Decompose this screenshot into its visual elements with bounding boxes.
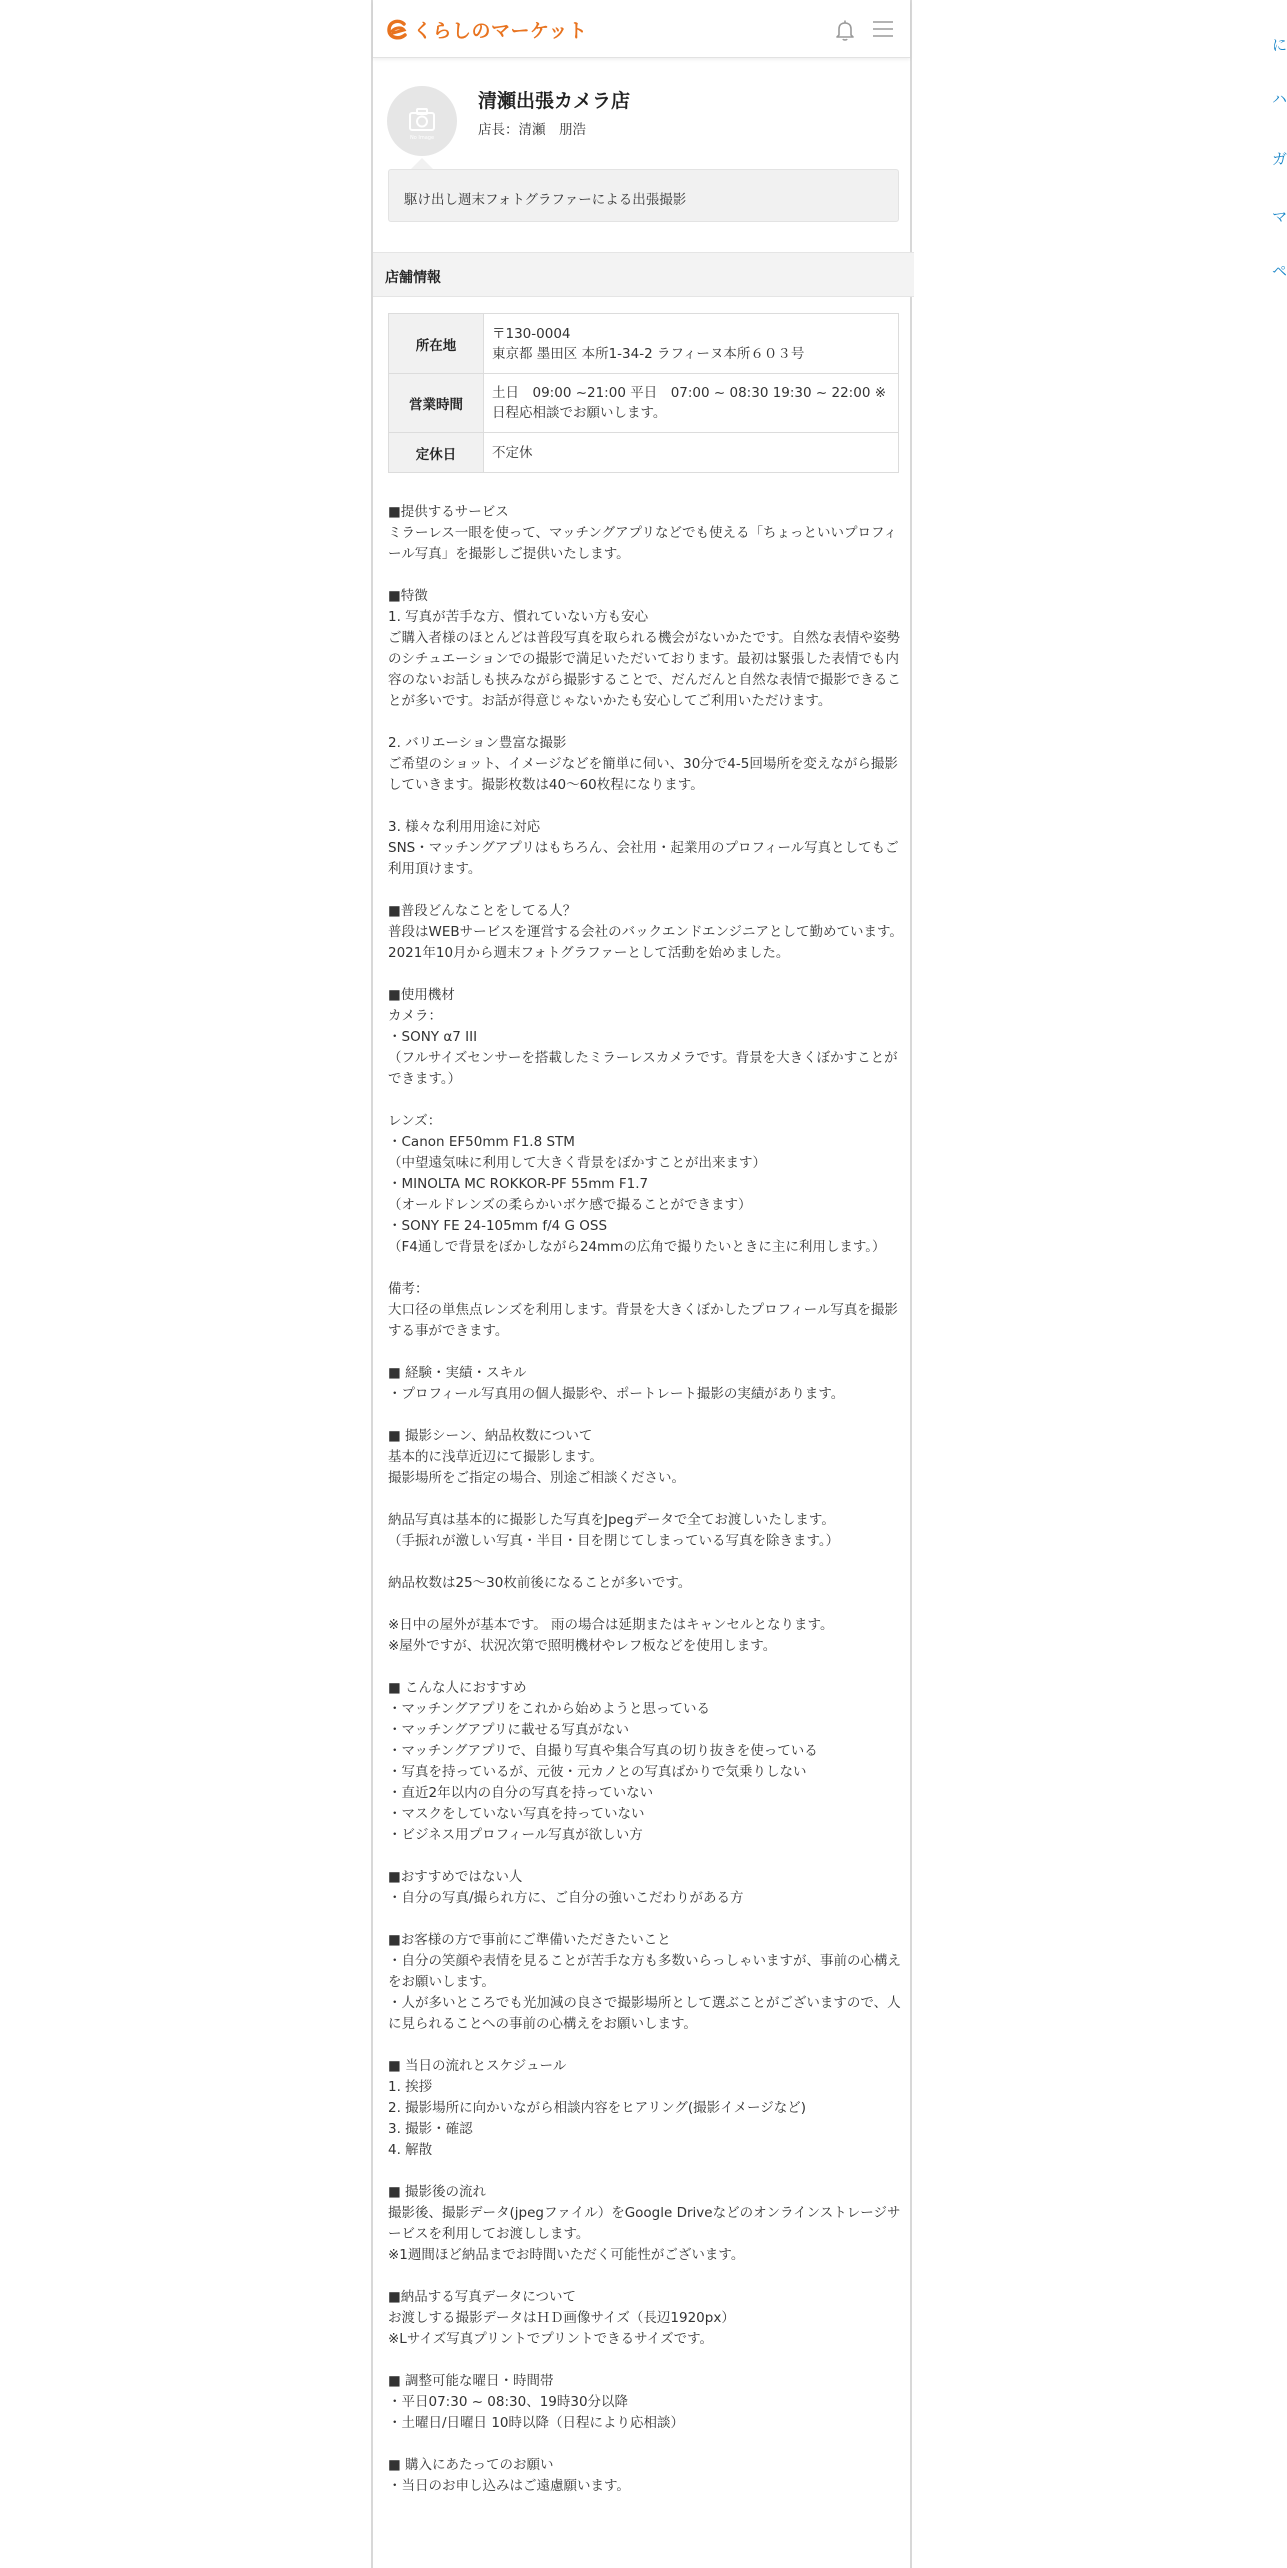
description-line: ・自分の写真/撮られ方に、ご自分の強いこだわりがある方 [388, 1890, 744, 1906]
description-line: 1. 写真が苦手な方、慣れていない方も安心 [388, 609, 649, 625]
description-line: 3. 様々な利用用途に対応 [388, 819, 541, 835]
description-line: 撮影後、撮影データ(jpegファイル）をGoogle Driveなどのオンラインストレージサービスを利用してお渡しします。 [388, 2205, 901, 2242]
paragraph-gap [388, 964, 903, 985]
description-line: ■ 購入にあたってのお願い [388, 2457, 554, 2473]
description-line: ※日中の屋外が基本です。 雨の場合は延期またはキャンセルとなります。 [388, 1617, 834, 1633]
description-line: （手振れが激しい写真・半目・目を閉じてしまっている写真を除きます。） [388, 1533, 840, 1549]
page-viewport [371, 0, 912, 2568]
description-line: ・SONY FE 24-105mm f/4 G OSS [388, 1218, 608, 1234]
description-line: ■提供するサービス [388, 504, 509, 520]
description-line: ・人が多いところでも光加減の良さで撮影場所として選ぶことがございますので、人に見られることへの事前の心構えをお願いします。 [388, 1995, 901, 2032]
description-line: ※屋外ですが、状況次第で照明機材やレフ板などを使用します。 [388, 1638, 777, 1654]
bell-icon[interactable] [833, 18, 857, 42]
holiday-value: 不定休 [484, 433, 899, 473]
address-label: 所在地 [389, 314, 484, 374]
description-line: （中望遠気味に利用して大きく背景をぼかすことが出来ます） [388, 1155, 766, 1171]
description-line: 2. バリエーション豊富な撮影 [388, 735, 567, 751]
paragraph-gap [388, 2350, 903, 2371]
description-line: （F4通しで背景をぼかしながら24mmの広角で撮りたいときに主に利用します。） [388, 1239, 886, 1255]
paragraph-gap [388, 2035, 903, 2056]
table-row [389, 314, 899, 374]
logo-mark-icon [385, 18, 411, 42]
description-line: 4. 解散 [388, 2142, 433, 2158]
description-line: カメラ： [388, 1008, 442, 1024]
description-line: ■納品する写真データについて [388, 2289, 576, 2305]
edge-link[interactable]: ペ [1272, 262, 1287, 280]
paragraph-gap [388, 565, 903, 586]
paragraph-gap [388, 1657, 903, 1678]
description-line: ■ 経験・実績・スキル [388, 1365, 527, 1381]
description-line: ・土曜日/日曜日 10時以降（日程により応相談） [388, 2415, 685, 2431]
description-line: ご希望のショット、イメージなどを簡単に伺い、30分で4-5回場所を変えながら撮影していきます。撮影枚数は40～60枚程になります。 [388, 756, 898, 793]
description-line: 3. 撮影・確認 [388, 2121, 473, 2137]
description-line: ・当日のお申し込みはご遠慮願います。 [388, 2478, 630, 2494]
description-line: ■普段どんなことをしてる人？ [388, 903, 577, 919]
catch-pointer [411, 158, 433, 169]
paragraph-gap [388, 1846, 903, 1867]
description-line: お渡しする撮影データはＨＤ画像サイズ（長辺1920px） [388, 2310, 735, 2326]
address-line: 東京都 墨田区 本所1-34-2 ラフィーヌ本所６０３号 [492, 345, 805, 362]
description-line: ・写真を持っているが、元彼・元カノとの写真ばかりで気乗りしない [388, 1764, 807, 1780]
description-line: ・平日07:30 ~ 08:30、19時30分以降 [388, 2394, 629, 2410]
description-line: ・プロフィール写真用の個人撮影や、ポートレート撮影の実績があります。 [388, 1386, 845, 1402]
store-info-table [388, 313, 899, 473]
description-line: 納品写真は基本的に撮影した写真をJpegデータで全てお渡しいたします。 [388, 1512, 835, 1528]
shop-name: 清瀬出張カメラ店 [478, 90, 631, 112]
paragraph-gap [388, 712, 903, 733]
paragraph-gap [388, 1090, 903, 1111]
description-line: ・SONY α7 III [388, 1029, 478, 1045]
description-line: ■ 調整可能な曜日・時間帯 [388, 2373, 554, 2389]
description-line: ・マスクをしていない写真を持っていない [388, 1806, 645, 1822]
description-line: 2. 撮影場所に向かいながら相談内容をヒアリング(撮影イメージなど) [388, 2100, 806, 2116]
description-line: ・Canon EF50mm F1.8 STM [388, 1134, 575, 1150]
description-line: 普段はWEBサービスを運営する会社のバックエンドエンジニアとして勤めています。 [388, 924, 903, 940]
avatar-label: No Image [409, 135, 435, 141]
paragraph-gap [388, 2434, 903, 2455]
table-row [389, 433, 899, 473]
edge-link[interactable]: ハ [1272, 90, 1287, 108]
paragraph-gap [388, 1489, 903, 1510]
site-header [373, 0, 910, 58]
holiday-label: 定休日 [389, 433, 484, 473]
paragraph-gap [388, 1909, 903, 1930]
hamburger-menu-icon[interactable] [871, 18, 895, 40]
description-line: ※1週間ほど納品までお時間いただく可能性がございます。 [388, 2247, 745, 2263]
camera-icon [387, 86, 457, 156]
description-line: レンズ： [388, 1113, 442, 1129]
description-line: ■おすすめではない人 [388, 1869, 523, 1885]
description-line: ・自分の笑顔や表情を見ることが苦手な方も多数いらっしゃいますが、事前の心構えをお願いします。 [388, 1953, 901, 1990]
description-line: ■特徴 [388, 588, 428, 604]
store-info-heading: 店舗情報 [373, 252, 914, 297]
paragraph-gap [388, 2161, 903, 2182]
business-hours-label: 営業時間 [389, 374, 484, 433]
logo-text: くらしのマーケット [413, 20, 588, 42]
edge-link[interactable]: ガ [1272, 150, 1287, 168]
description-line: （フルサイズセンサーを搭載したミラーレスカメラです。背景を大きくぼかすことができます。） [388, 1050, 898, 1087]
description-line: （オールドレンズの柔らかいボケ感で撮ることができます） [388, 1197, 752, 1213]
description-line: ご購入者様のほとんどは普段写真を取られる機会がないかたです。自然な表情や姿勢のシチュエーションでの撮影で満足いただいております。最初は緊張した表情でも内容のないお話しも挟みながら撮影することで、だんだんと自然な表情で撮影できることが多いです。お話が得意じゃないかたも安心してご利用いただけます。 [388, 630, 901, 709]
description-line: 基本的に浅草近辺にて撮影します。 [388, 1449, 603, 1465]
paragraph-gap [388, 880, 903, 901]
description-line: 備考： [388, 1281, 429, 1297]
description-line: ■ 当日の流れとスケジュール [388, 2058, 567, 2074]
shop-owner: 店長：清瀬 朋浩 [478, 122, 586, 138]
description-line: ・マッチングアプリに載せる写真がない [388, 1722, 629, 1738]
description-line: ・マッチングアプリで、自撮り写真や集合写真の切り抜きを使っている [388, 1743, 818, 1759]
edge-link[interactable]: マ [1272, 208, 1287, 226]
description-line: ※Lサイズ写真プリントでプリントできるサイズです。 [388, 2331, 714, 2347]
description-line: ■お客様の方で事前にご準備いただきたいこと [388, 1932, 671, 1948]
description-line: SNS・マッチングアプリはもちろん、会社用・起業用のプロフィール写真としてもご利用頂けます。 [388, 840, 899, 877]
description-line: ■使用機材 [388, 987, 455, 1003]
shop-avatar [387, 86, 457, 156]
postal-code: 〒130-0004 [492, 325, 571, 342]
service-description [388, 502, 903, 2497]
description-line: ■ 撮影後の流れ [388, 2184, 487, 2200]
site-logo[interactable] [385, 16, 588, 43]
description-line: 大口径の単焦点レンズを利用します。背景を大きくぼかしたプロフィール写真を撮影する事ができます。 [388, 1302, 898, 1339]
description-line: 撮影場所をご指定の場合、別途ご相談ください。 [388, 1470, 685, 1486]
paragraph-gap [388, 1405, 903, 1426]
description-line: 2021年10月から週末フォトグラファーとして活動を始めました。 [388, 945, 790, 961]
paragraph-gap [388, 1342, 903, 1363]
paragraph-gap [388, 1258, 903, 1279]
paragraph-gap [388, 2266, 903, 2287]
business-hours-value: 土日 09:00 ~21:00 平日 07:00 ~ 08:30 19:30 ~ 22:00 ※日程応相談でお願いします。 [484, 374, 899, 433]
description-line: 1. 挨拶 [388, 2079, 433, 2095]
paragraph-gap [388, 1594, 903, 1615]
description-line: 納品枚数は25〜30枚前後になることが多いです。 [388, 1575, 692, 1591]
description-line: ■ 撮影シーン、納品枚数について [388, 1428, 593, 1444]
edge-link[interactable]: に [1272, 36, 1287, 54]
description-line: ・ビジネス用プロフィール写真が欲しい方 [388, 1827, 643, 1843]
description-line: ■ こんな人におすすめ [388, 1680, 527, 1696]
table-row [389, 374, 899, 433]
description-line: ・直近2年以内の自分の写真を持っていない [388, 1785, 654, 1801]
address-value [484, 314, 899, 374]
paragraph-gap [388, 796, 903, 817]
description-line: ミラーレス一眼を使って、マッチングアプリなどでも使える「ちょっといいプロフィール写真」を撮影しご提供いたします。 [388, 525, 897, 562]
catch-copy: 駆け出し週末フォトグラファーによる出張撮影 [388, 169, 899, 222]
description-line: ・マッチングアプリをこれから始めようと思っている [388, 1701, 710, 1717]
description-line: ・MINOLTA MC ROKKOR-PF 55mm F1.7 [388, 1176, 649, 1192]
paragraph-gap [388, 1552, 903, 1573]
